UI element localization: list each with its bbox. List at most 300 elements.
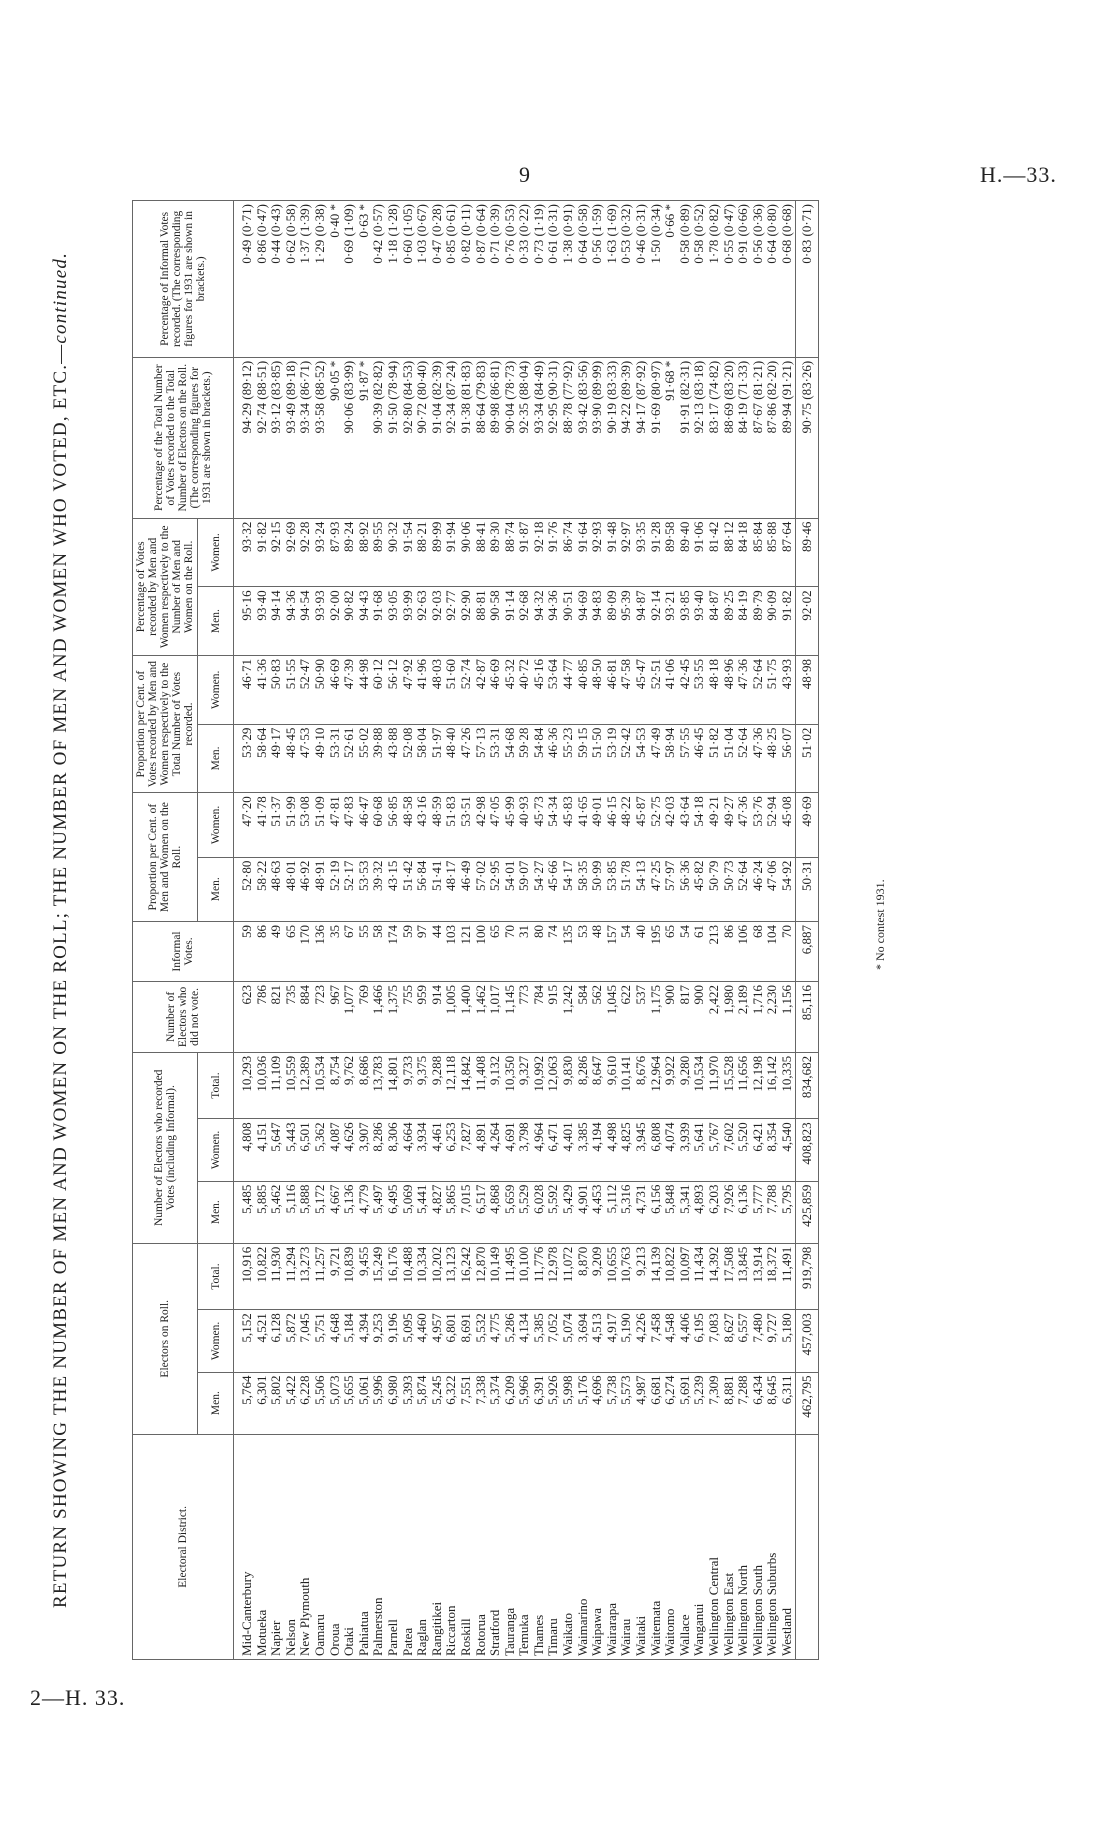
table-cell: 51·75 <box>765 655 780 724</box>
table-cell: 4,134 <box>517 1310 532 1372</box>
table-cell: 92·95 (90·31) <box>546 357 561 518</box>
table-cell: 93·40 <box>255 587 270 656</box>
table-cell: 83·17 (74·82) <box>707 357 722 518</box>
table-cell: 4,498 <box>605 1119 620 1181</box>
district-name-cell: Waitaki <box>634 1434 649 1659</box>
table-cell: 174 <box>386 921 401 981</box>
table-cell: 5,180 <box>780 1310 795 1372</box>
rotated-return-table <box>50 200 900 1660</box>
district-name-cell: Parnell <box>386 1434 401 1659</box>
table-cell: 9,253 <box>371 1310 386 1372</box>
table-cell: 6,391 <box>532 1372 547 1434</box>
table-cell: 5,996 <box>371 1372 386 1434</box>
table-cell: 94·14 <box>269 587 284 656</box>
table-row <box>342 201 357 1660</box>
table-row <box>605 201 620 1660</box>
table-cell: 89·58 <box>663 518 678 587</box>
table-cell: 6,557 <box>736 1310 751 1372</box>
table-cell: 48·40 <box>444 724 459 793</box>
col-voters-total: Total. <box>198 1052 234 1119</box>
table-cell: 6,681 <box>649 1372 664 1434</box>
table-cell: 46·69 <box>488 655 503 724</box>
table-cell: 41·78 <box>255 793 270 857</box>
table-cell: 51·82 <box>707 724 722 793</box>
table-cell: 42·87 <box>474 655 489 724</box>
table-cell: 80 <box>532 921 547 981</box>
table-cell: 84·19 <box>736 587 751 656</box>
table-cell: 48·18 <box>707 655 722 724</box>
table-cell: 5,385 <box>532 1310 547 1372</box>
table-cell: 13,845 <box>736 1243 751 1310</box>
table-cell: 5,485 <box>234 1181 255 1243</box>
table-cell: 91·48 <box>605 518 620 587</box>
col-electors-on-roll: Electors on Roll. <box>133 1243 198 1434</box>
table-cell: 94·36 <box>546 587 561 656</box>
table-cell: 89·30 <box>488 518 503 587</box>
table-cell: 16,142 <box>765 1052 780 1119</box>
table-cell: 6,501 <box>298 1119 313 1181</box>
table-cell: 90·06 (83·99) <box>342 357 357 518</box>
table-cell: 54·84 <box>532 724 547 793</box>
table-row <box>474 201 489 1660</box>
table-cell: 52·94 <box>765 793 780 857</box>
table-cell: 6,311 <box>780 1372 795 1434</box>
table-cell: 56·36 <box>678 857 693 921</box>
table-cell: 10,655 <box>605 1243 620 1310</box>
table-cell: 537 <box>634 982 649 1053</box>
table-cell: 0·85 (0·61) <box>444 201 459 358</box>
table-cell: 5,874 <box>415 1372 430 1434</box>
table-row <box>619 201 634 1660</box>
table-cell: 7,458 <box>649 1310 664 1372</box>
table-cell: 784 <box>532 982 547 1053</box>
table-cell: 49·27 <box>722 793 737 857</box>
table-cell: 92·90 <box>459 587 474 656</box>
table-cell: 40·85 <box>576 655 591 724</box>
table-cell: 48·03 <box>430 655 445 724</box>
table-cell: 4,626 <box>342 1119 357 1181</box>
col-pct-total: Percentage of the Total Number of Votes recorded to the Total Number of Electors on the Roll. (The corresponding figures for 1931 are shown in brackets.) <box>133 357 234 518</box>
table-cell: 91·50 (78·94) <box>386 357 401 518</box>
table-cell: 52·75 <box>649 793 664 857</box>
table-cell: 49·21 <box>707 793 722 857</box>
table-cell: 91·14 <box>503 587 518 656</box>
table-cell: 48·17 <box>444 857 459 921</box>
table-cell: 10,488 <box>401 1243 416 1310</box>
table-cell: 87·64 <box>780 518 795 587</box>
table-cell: 5,462 <box>269 1181 284 1243</box>
district-name-cell: Waitomo <box>663 1434 678 1659</box>
table-cell: 58·04 <box>415 724 430 793</box>
table-cell: 9,721 <box>328 1243 343 1310</box>
district-name-cell: Otaki <box>342 1434 357 1659</box>
table-row <box>234 201 255 1660</box>
table-cell: 8,881 <box>722 1372 737 1434</box>
table-cell: 5,362 <box>313 1119 328 1181</box>
table-row <box>503 201 518 1660</box>
table-cell: 43·88 <box>386 724 401 793</box>
table-cell: 81·42 <box>707 518 722 587</box>
table-cell: 45·08 <box>780 793 795 857</box>
table-cell: 3,694 <box>576 1310 591 1372</box>
table-cell: 1,045 <box>605 982 620 1053</box>
table-row <box>284 201 299 1660</box>
table-cell: 53·53 <box>357 857 372 921</box>
table-cell: 97 <box>415 921 430 981</box>
table-cell: 959 <box>415 982 430 1053</box>
table-cell: 103 <box>444 921 459 981</box>
total-cell: 92·02 <box>795 587 818 656</box>
table-cell: 42·45 <box>678 655 693 724</box>
table-cell: 6,195 <box>692 1310 707 1372</box>
table-cell: 9,375 <box>415 1052 430 1119</box>
table-cell: 11,434 <box>692 1243 707 1310</box>
col-voters-women: Women. <box>198 1119 234 1181</box>
table-cell: 53 <box>576 921 591 981</box>
table-cell: 70 <box>780 921 795 981</box>
table-cell: 0·42 (0·57) <box>371 201 386 358</box>
table-cell: 47·58 <box>619 655 634 724</box>
table-cell: 92·35 (88·04) <box>517 357 532 518</box>
table-cell: 4,825 <box>619 1119 634 1181</box>
table-cell: 3,385 <box>576 1119 591 1181</box>
table-cell: 4,521 <box>255 1310 270 1372</box>
total-cell: 49·69 <box>795 793 818 857</box>
table-cell: 47·06 <box>765 857 780 921</box>
table-cell: 10,992 <box>532 1052 547 1119</box>
table-cell: 91·68 * <box>663 357 678 518</box>
table-cell: 10,097 <box>678 1243 693 1310</box>
table-cell: 60·12 <box>371 655 386 724</box>
table-cell: 43·64 <box>678 793 693 857</box>
table-cell: 89·55 <box>371 518 386 587</box>
col-pct-votes: Percentage of Votes recorded by Men and Women respectively to the Number of Men and Women on the Roll. <box>133 518 198 655</box>
table-cell: 52·80 <box>234 857 255 921</box>
table-cell: 0·44 (0·43) <box>269 201 284 358</box>
district-name-cell: Nelson <box>284 1434 299 1659</box>
table-cell: 90·32 <box>386 518 401 587</box>
table-cell: 47·20 <box>234 793 255 857</box>
table-cell: 89·25 <box>722 587 737 656</box>
table-cell: 88·81 <box>474 587 489 656</box>
table-cell: 94·83 <box>590 587 605 656</box>
table-cell: 10,293 <box>234 1052 255 1119</box>
table-cell: 88·41 <box>474 518 489 587</box>
table-cell: 48·25 <box>765 724 780 793</box>
table-cell: 59·28 <box>517 724 532 793</box>
table-cell: 9,280 <box>678 1052 693 1119</box>
table-cell: 121 <box>459 921 474 981</box>
table-cell: 0·49 (0·71) <box>234 201 255 358</box>
table-cell: 48·59 <box>430 793 445 857</box>
table-cell: 7,788 <box>765 1181 780 1243</box>
district-name-cell: Stratford <box>488 1434 503 1659</box>
table-cell: 1·18 (1·28) <box>386 201 401 358</box>
table-cell: 47·26 <box>459 724 474 793</box>
total-cell: 919,798 <box>795 1243 818 1310</box>
table-cell: 65 <box>488 921 503 981</box>
table-cell: 94·54 <box>298 587 313 656</box>
table-cell: 11,930 <box>269 1243 284 1310</box>
table-cell: 49 <box>269 921 284 981</box>
table-cell: 53·55 <box>692 655 707 724</box>
table-cell: 93·35 <box>634 518 649 587</box>
table-cell: 0·76 (0·53) <box>503 201 518 358</box>
table-cell: 8,645 <box>765 1372 780 1434</box>
district-name-cell: Pahiatua <box>357 1434 372 1659</box>
table-cell: 4,074 <box>663 1119 678 1181</box>
table-cell: 67 <box>342 921 357 981</box>
col-electors-men: Men. <box>198 1372 234 1434</box>
total-cell: 90·75 (83·26) <box>795 357 818 518</box>
table-row <box>532 201 547 1660</box>
table-cell: 1,375 <box>386 982 401 1053</box>
table-cell: 0·63 * <box>357 201 372 358</box>
table-cell: 12,978 <box>546 1243 561 1310</box>
table-cell: 4,964 <box>532 1119 547 1181</box>
table-cell: 0·69 (1·09) <box>342 201 357 358</box>
table-cell: 88·69 (83·20) <box>722 357 737 518</box>
table-cell: 4,917 <box>605 1310 620 1372</box>
table-cell: 85·84 <box>751 518 766 587</box>
table-cell: 42·98 <box>474 793 489 857</box>
table-cell: 6,322 <box>444 1372 459 1434</box>
table-cell: 4,226 <box>634 1310 649 1372</box>
table-row <box>634 201 649 1660</box>
table-cell: 92·03 <box>430 587 445 656</box>
table-cell: 56·07 <box>780 724 795 793</box>
table-cell: 0·56 (0·36) <box>751 201 766 358</box>
table-cell: 821 <box>269 982 284 1053</box>
table-row <box>488 201 503 1660</box>
table-cell: 44 <box>430 921 445 981</box>
table-cell: 5,245 <box>430 1372 445 1434</box>
table-cell: 52·64 <box>751 655 766 724</box>
total-cell: 51·02 <box>795 724 818 793</box>
table-cell: 817 <box>678 982 693 1053</box>
district-name-cell: Wellington Suburbs <box>765 1434 780 1659</box>
table-cell: 0·58 (0·52) <box>692 201 707 358</box>
table-cell: 92·13 (83·18) <box>692 357 707 518</box>
table-cell: 51·37 <box>269 793 284 857</box>
table-cell: 6,209 <box>503 1372 518 1434</box>
table-cell: 47·92 <box>401 655 416 724</box>
table-cell: 91·68 <box>371 587 386 656</box>
table-cell: 54 <box>619 921 634 981</box>
table-cell: 84·18 <box>736 518 751 587</box>
table-cell: 93·05 <box>386 587 401 656</box>
district-name-cell: Wairarapa <box>605 1434 620 1659</box>
table-cell: 1,077 <box>342 982 357 1053</box>
total-cell: 834,682 <box>795 1052 818 1119</box>
table-cell: 5,802 <box>269 1372 284 1434</box>
table-cell: 89·99 <box>430 518 445 587</box>
table-cell: 6,203 <box>707 1181 722 1243</box>
table-cell: 0·55 (0·47) <box>722 201 737 358</box>
table-cell: 12,063 <box>546 1052 561 1119</box>
table-cell: 4,827 <box>430 1181 445 1243</box>
table-cell: 0·87 (0·64) <box>474 201 489 358</box>
table-cell: 10,350 <box>503 1052 518 1119</box>
table-cell: 4,731 <box>634 1181 649 1243</box>
col-district: Electoral District. <box>133 1434 234 1659</box>
table-cell: 5,573 <box>619 1372 634 1434</box>
table-cell: 8,286 <box>371 1119 386 1181</box>
table-cell: 51·04 <box>722 724 737 793</box>
table-cell: 59·07 <box>517 857 532 921</box>
table-cell: 40·93 <box>517 793 532 857</box>
table-cell: 884 <box>298 982 313 1053</box>
table-cell: 46·69 <box>328 655 343 724</box>
table-cell: 735 <box>284 982 299 1053</box>
table-cell: 17,508 <box>722 1243 737 1310</box>
table-cell: 91·69 (80·97) <box>649 357 664 518</box>
district-name-cell: Westland <box>780 1434 795 1659</box>
table-cell: 14,392 <box>707 1243 722 1310</box>
table-cell: 91·54 <box>401 518 416 587</box>
table-cell: 47·39 <box>342 655 357 724</box>
table-cell: 52·74 <box>459 655 474 724</box>
col-voters: Number of Electors who recorded Votes (including Informal). <box>133 1052 198 1243</box>
table-cell: 1,242 <box>561 982 576 1053</box>
total-cell: 85,116 <box>795 982 818 1053</box>
table-cell: 1,466 <box>371 982 386 1053</box>
table-cell: 5,848 <box>663 1181 678 1243</box>
table-cell: 5,532 <box>474 1310 489 1372</box>
table-cell: 91·76 <box>546 518 561 587</box>
table-cell: 41·96 <box>415 655 430 724</box>
table-cell: 9,196 <box>386 1310 401 1372</box>
table-cell: 39·32 <box>371 857 386 921</box>
table-cell: 18,372 <box>765 1243 780 1310</box>
table-cell: 90·09 <box>765 587 780 656</box>
table-cell: 0·91 (0·66) <box>736 201 751 358</box>
table-cell: 93·49 (89·18) <box>284 357 299 518</box>
table-cell: 45·99 <box>503 793 518 857</box>
table-cell: 57·13 <box>474 724 489 793</box>
table-cell: 1·78 (0·82) <box>707 201 722 358</box>
table-cell: 5,341 <box>678 1181 693 1243</box>
table-cell: 6,228 <box>298 1372 313 1434</box>
table-row <box>255 201 270 1660</box>
table-cell: 89·40 <box>678 518 693 587</box>
table-cell: 94·87 <box>634 587 649 656</box>
table-cell: 7,480 <box>751 1310 766 1372</box>
table-cell: 95·39 <box>619 587 634 656</box>
table-cell: 61 <box>692 921 707 981</box>
table-cell: 52·47 <box>298 655 313 724</box>
table-cell: 43·16 <box>415 793 430 857</box>
table-row <box>722 201 737 1660</box>
district-name-cell: Rangitikei <box>430 1434 445 1659</box>
table-cell: 10,822 <box>663 1243 678 1310</box>
table-cell: 45·83 <box>561 793 576 857</box>
table-cell: 8,686 <box>357 1052 372 1119</box>
table-cell: 5,116 <box>284 1181 299 1243</box>
table-cell: 1,005 <box>444 982 459 1053</box>
table-cell: 4,648 <box>328 1310 343 1372</box>
table-cell: 10,839 <box>342 1243 357 1310</box>
district-name-cell: Raglan <box>415 1434 430 1659</box>
table-cell: 14,139 <box>649 1243 664 1310</box>
total-cell <box>795 1434 818 1659</box>
table-cell: 47·81 <box>328 793 343 857</box>
table-cell: 4,664 <box>401 1119 416 1181</box>
return-table <box>132 200 819 1660</box>
table-cell: 93·34 (86·71) <box>298 357 313 518</box>
table-cell: 8,647 <box>590 1052 605 1119</box>
table-cell: 42·03 <box>663 793 678 857</box>
table-cell: 86 <box>255 921 270 981</box>
table-cell: 5,592 <box>546 1181 561 1243</box>
table-cell: 52·08 <box>401 724 416 793</box>
table-cell: 68 <box>751 921 766 981</box>
total-cell: 50·31 <box>795 857 818 921</box>
table-row <box>780 201 795 1660</box>
table-cell: 5,520 <box>736 1119 751 1181</box>
table-cell: 7,045 <box>298 1310 313 1372</box>
footnote: * No contest 1931. <box>873 879 887 970</box>
table-cell: 5,172 <box>313 1181 328 1243</box>
table-cell: 0·66 * <box>663 201 678 358</box>
table-cell: 5,885 <box>255 1181 270 1243</box>
table-cell: 84·19 (71·33) <box>736 357 751 518</box>
table-row <box>357 201 372 1660</box>
table-cell: 51·50 <box>590 724 605 793</box>
table-cell: 58·94 <box>663 724 678 793</box>
table-cell: 1·03 (0·67) <box>415 201 430 358</box>
table-cell: 47·05 <box>488 793 503 857</box>
table-cell: 13,273 <box>298 1243 313 1310</box>
table-cell: 91·28 <box>649 518 664 587</box>
table-cell: 106 <box>736 921 751 981</box>
table-cell: 10,149 <box>488 1243 503 1310</box>
district-name-cell: Wairau <box>619 1434 634 1659</box>
table-cell: 59 <box>234 921 255 981</box>
table-cell: 5,393 <box>401 1372 416 1434</box>
table-cell: 11,072 <box>561 1243 576 1310</box>
table-cell: 48·01 <box>284 857 299 921</box>
table-cell: 8,627 <box>722 1310 737 1372</box>
table-cell: 50·83 <box>269 655 284 724</box>
table-cell: 52·42 <box>619 724 634 793</box>
table-cell: 49·10 <box>313 724 328 793</box>
table-cell: 88·78 (77·92) <box>561 357 576 518</box>
table-cell: 1,156 <box>780 982 795 1053</box>
table-cell: 5,190 <box>619 1310 634 1372</box>
table-cell: 46·49 <box>459 857 474 921</box>
table-cell: 1·63 (1·69) <box>605 201 620 358</box>
table-cell: 48·63 <box>269 857 284 921</box>
table-cell: 967 <box>328 982 343 1053</box>
col-prop-votes-men: Men. <box>198 724 234 793</box>
table-row <box>298 201 313 1660</box>
table-cell: 53·51 <box>459 793 474 857</box>
table-row <box>663 201 678 1660</box>
table-cell: 92·97 <box>619 518 634 587</box>
table-cell: 0·61 (0·31) <box>546 201 561 358</box>
table-cell: 1·29 (0·38) <box>313 201 328 358</box>
table-cell: 1,980 <box>722 982 737 1053</box>
table-cell: 91·64 <box>576 518 591 587</box>
table-cell: 1,716 <box>751 982 766 1053</box>
table-cell: 9,132 <box>488 1052 503 1119</box>
table-cell: 7,309 <box>707 1372 722 1434</box>
table-cell: 5,112 <box>605 1181 620 1243</box>
table-cell: 5,691 <box>678 1372 693 1434</box>
district-name-cell: Roskill <box>459 1434 474 1659</box>
table-cell: 1·37 (1·39) <box>298 201 313 358</box>
